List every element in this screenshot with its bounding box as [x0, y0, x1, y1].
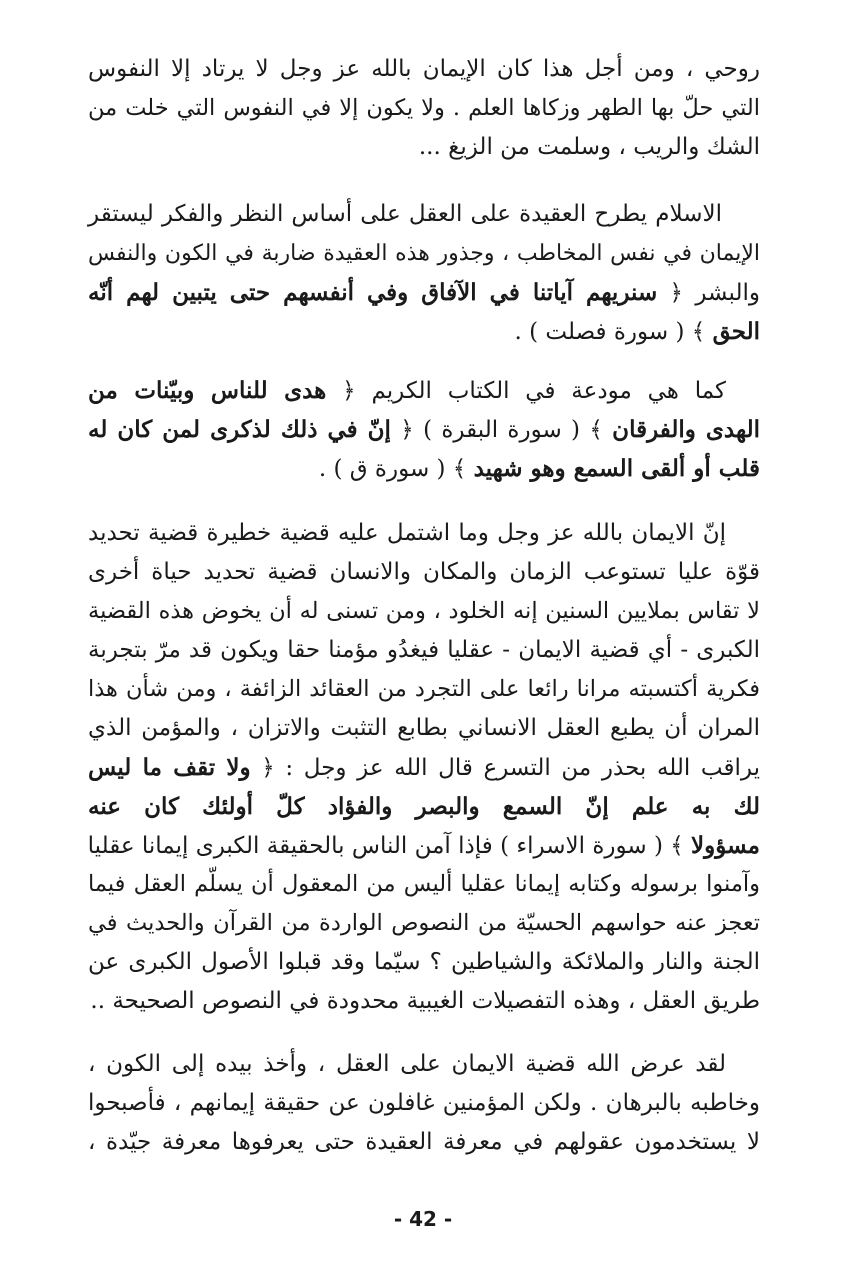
text-run: إنّ الايمان بالله عز وجل وما اشتمل عليه قضية خطيرة قضية تحديد	[88, 520, 726, 546]
text-run: قوّة عليا تستوعب الزمان والمكان والانسان قضية تحديد حياة أخرى	[88, 559, 760, 585]
page-text	[88, 50, 760, 1162]
paragraph-4	[88, 514, 760, 1021]
quran-verse: سنريهم آياتنا في الآفاق وفي أنفسهم حتى يتبين لهم أنّه	[88, 279, 658, 306]
text-run: الجنة والنار والملائكة والشياطين ؟ سيّما وقد قبلوا الأصول الكبرى عن	[88, 949, 760, 975]
text-line	[88, 1045, 760, 1084]
text-run: يراقب الله بحذر من التسرع قال الله عز وجل : ﴿	[250, 755, 760, 781]
text-run: الإيمان في نفس المخاطب ، وجذور هذه العقيدة ضاربة في الكون والنفس	[88, 241, 760, 266]
text-run: ﴾ ( سورة ق ) .	[318, 456, 474, 482]
text-line	[88, 1123, 760, 1162]
text-run: والبشر ﴿	[657, 280, 760, 306]
text-line	[88, 631, 760, 670]
text-run: التي حلّ بها الطهر وزكاها العلم . ولا يكون إلا في النفوس التي خلت من	[88, 95, 760, 121]
text-line	[88, 592, 760, 631]
quran-verse: قلب أو ألقى السمع وهو شهيد	[473, 455, 760, 482]
text-run: ﴾ ( سورة البقرة ) ﴿	[390, 417, 613, 443]
text-line	[88, 234, 760, 273]
text-run: ﴾ ( سورة الاسراء ) فإذا آمن الناس بالحقيقة الكبرى إيمانا عقليا	[87, 833, 692, 859]
text-line	[88, 410, 760, 449]
text-run: كما هي مودعة في الكتاب الكريم ﴿	[326, 378, 727, 404]
paragraph-2	[88, 195, 760, 351]
text-line	[88, 943, 760, 982]
paragraph-5	[88, 1045, 760, 1162]
text-line	[88, 709, 760, 748]
text-run: الاسلام يطرح العقيدة على العقل على أساس النظر والفكر ليستقر	[88, 201, 722, 227]
text-line	[88, 89, 760, 128]
text-run: لا يستخدمون عقولهم في معرفة العقيدة حتى يعرفوها معرفة جيّدة ،	[88, 1129, 760, 1155]
text-line	[88, 787, 760, 826]
text-run: تعجز عنه حواسهم الحسيّة من النصوص الواردة من القرآن والحديث في	[88, 910, 760, 936]
text-line	[88, 273, 760, 312]
text-line	[88, 982, 760, 1021]
text-run: طريق العقل ، وهذه التفصيلات الغيبية محدودة في النصوص الصحيحة ..	[90, 988, 760, 1014]
text-line	[88, 128, 760, 167]
text-run: لا تقاس بملايين السنين إنه الخلود ، ومن تسنى له أن يخوض هذه القضية	[88, 598, 760, 624]
text-run: ﴾ ( سورة فصلت ) .	[514, 319, 713, 345]
quran-verse: مسؤولا	[691, 832, 760, 859]
paragraph-1	[88, 50, 760, 167]
text-line	[88, 514, 760, 553]
quran-verse: إنّ في ذلك لذكرى لمن كان له	[88, 416, 391, 443]
text-run: لقد عرض الله قضية الايمان على العقل ، وأخذ بيده إلى الكون ،	[88, 1051, 726, 1077]
text-line	[88, 904, 760, 943]
text-run: روحي ، ومن أجل هذا كان الإيمان بالله عز وجل لا يرتاد إلا النفوس	[88, 56, 760, 82]
text-run: المران أن يطبع العقل الانساني بطابع التثبت والاتزان ، والمؤمن الذي	[88, 715, 760, 741]
text-line	[88, 826, 760, 865]
text-run: فكرية أكتسبته مرانا رائعا على التجرد من العقائد الزائفة ، ومن شأن هذا	[88, 676, 760, 702]
text-run: وآمنوا برسوله وكتابه إيمانا عقليا أليس من المعقول أن يسلّم العقل فيما	[88, 871, 760, 897]
text-line	[88, 670, 760, 709]
quran-verse: هدى للناس وبيّنات من	[88, 377, 327, 404]
text-line	[88, 449, 760, 488]
quran-verse: لك به علم إنّ السمع والبصر والفؤاد كلّ أولئك كان عنه	[88, 793, 760, 820]
text-line	[88, 50, 760, 89]
text-line	[88, 553, 760, 592]
quran-verse: الهدى والفرقان	[612, 416, 760, 443]
text-line	[88, 865, 760, 904]
paragraph-3	[88, 371, 760, 488]
text-line	[88, 195, 760, 234]
text-run: وخاطبه بالبرهان . ولكن المؤمنين غافلون عن حقيقة إيمانهم ، فأصبحوا	[88, 1090, 760, 1116]
quran-verse: الحق	[712, 318, 760, 345]
page-number: - 42 -	[393, 1207, 453, 1231]
text-line	[88, 371, 760, 410]
text-run: الشك والريب ، وسلمت من الزيغ ...	[418, 134, 760, 160]
text-line	[88, 1084, 760, 1123]
text-line	[88, 312, 760, 351]
quran-verse: ولا تقف ما ليس	[88, 754, 251, 781]
text-run: الكبرى - أي قضية الايمان - عقليا فيغدُو مؤمنا حقا ويكون قد مرّ بتجربة	[88, 637, 760, 663]
text-line	[88, 748, 760, 787]
